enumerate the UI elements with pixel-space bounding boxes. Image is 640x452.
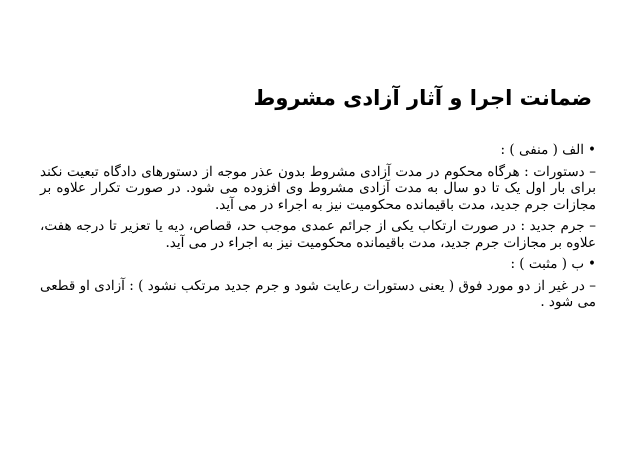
section-heading-label: ب ( مثبت ) : [510,256,585,272]
paragraph-final-release: – در غیر از دو مورد فوق ( یعنی دستورات رعایت شود و جرم جدید مرتکب نشود ) : آزادی او قطعی می شود . [40,277,596,310]
section-heading-negative [40,142,596,159]
section-heading-positive [40,256,596,273]
paragraph-instructions: – دستورات : هرگاه محکوم در مدت آزادی مشروط بدون عذر موجه از دستورهای دادگاه تبعیت نکند برای بار اول یک تا دو سال به مدت آزادی مشروط وی افزوده می شود. در صورت تکرار علاوه بر مجازات جرم جدید، مدت باقیمانده محکومیت نیز به اجراء در می آید. [40,163,596,213]
slide-content [40,142,596,316]
paragraph-new-crime: – جرم جدید : در صورت ارتکاب یکی از جرائم عمدی موجب حد، قصاص، دیه یا تعزیر تا درجه هفت، علاوه بر مجازات جرم جدید، مدت باقیمانده محکومیت نیز به اجراء در می آید. [40,218,596,251]
section-heading-label: الف ( منفی ) : [500,142,585,158]
bullet-icon: • [588,256,596,272]
slide-title: ضمانت اجرا و آثار آزادی مشروط [253,86,592,110]
bullet-icon: • [588,142,596,158]
